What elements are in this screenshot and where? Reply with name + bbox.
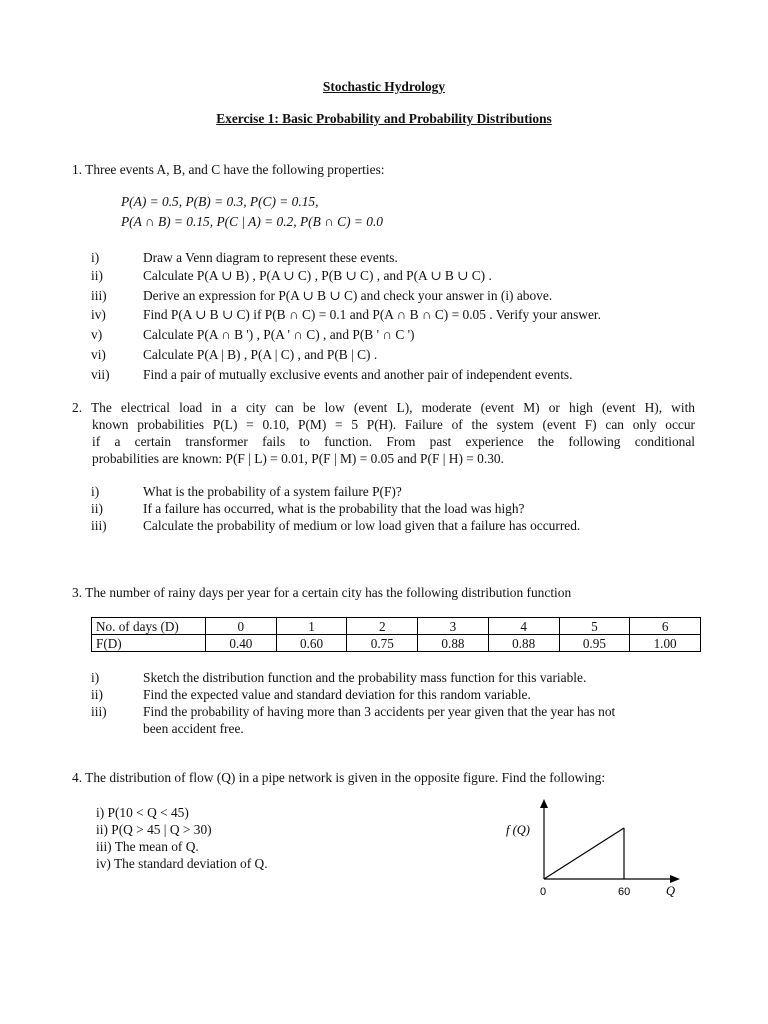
table-cell: 5: [559, 618, 630, 635]
table-cell: 0.95: [559, 635, 630, 652]
figure-xlabel: Q: [666, 884, 676, 898]
q2-line: known probabilities P(L) = 0.10, P(M) = 5 P(H). Failure of the system (event F) can only occur: [92, 417, 695, 432]
density-slope-line: [544, 828, 624, 879]
y-axis-arrow-icon: [540, 799, 548, 808]
table-cell: 2: [347, 618, 418, 635]
q3-item-text: Find the probability of having more than 3 accidents per year given that the year has not: [143, 704, 616, 719]
q1-item-text: Find a pair of mutually exclusive events and another pair of independent events.: [143, 367, 573, 382]
table-cell: 0.60: [276, 635, 347, 652]
q1-item-num: ii): [91, 268, 103, 283]
x-axis-arrow-icon: [670, 875, 680, 883]
q1-eq2: P(A ∩ B) = 0.15, P(C | A) = 0.2, P(B ∩ C) = 0.0: [121, 214, 383, 229]
table-cell: 0.75: [347, 635, 418, 652]
q1-item-num: i): [91, 250, 100, 265]
q1-item-num: vi): [91, 347, 106, 362]
q4-item: ii) P(Q > 45 | Q > 30): [96, 822, 212, 837]
q4-item: i) P(10 < Q < 45): [96, 805, 189, 820]
q4-item: iv) The standard deviation of Q.: [96, 856, 268, 871]
q2-line: if a certain transformer fails to function. From past experience the following conditional: [92, 434, 695, 449]
q3-item-num: i): [91, 670, 100, 685]
figure-ylabel: f (Q): [506, 823, 530, 837]
table-cell: 1: [276, 618, 347, 635]
q3-item-text: Sketch the distribution function and the probability mass function for this variable.: [143, 670, 587, 685]
doc-subtitle: Exercise 1: Basic Probability and Probability Distributions: [216, 111, 552, 126]
q3-intro: 3. The number of rainy days per year for a certain city has the following distribution function: [72, 585, 572, 600]
q1-intro: 1. Three events A, B, and C have the following properties:: [72, 162, 385, 177]
q3-item-text: Find the expected value and standard deviation for this random variable.: [143, 687, 531, 702]
q1-item-num: iv): [91, 307, 106, 322]
table-cell: 3: [418, 618, 489, 635]
table-cell: 4: [488, 618, 559, 635]
q4-intro: 4. The distribution of flow (Q) in a pipe network is given in the opposite figure. Find the following:: [72, 770, 606, 785]
q2-item-num: i): [91, 484, 100, 499]
q2-item-text: If a failure has occurred, what is the probability that the load was high?: [143, 501, 525, 516]
q2-item-num: ii): [91, 501, 103, 516]
q1-item-text: Calculate P(A | B) , P(A | C) , and P(B | C) .: [143, 347, 378, 362]
q2-line: 2. The electrical load in a city can be low (event L), moderate (event M) or high (event H), with: [72, 400, 695, 415]
table-cell: 1.00: [630, 635, 701, 652]
table-header-days: No. of days (D): [92, 618, 206, 635]
q3-item-text-cont: been accident free.: [143, 721, 244, 736]
q1-item-text: Calculate P(A ∩ B ') , P(A ' ∩ C) , and P(B ' ∩ C '): [143, 327, 415, 342]
q1-item-text: Derive an expression for P(A ∪ B ∪ C) and check your answer in (i) above.: [143, 288, 553, 303]
table-header-F: F(D): [92, 635, 206, 652]
table-row: [92, 635, 701, 652]
q2-item-text: Calculate the probability of medium or low load given that a failure has occurred.: [143, 518, 581, 533]
table-cell: 0: [206, 618, 277, 635]
doc-title: Stochastic Hydrology: [322, 79, 446, 94]
q1-item-text: Find P(A ∪ B ∪ C) if P(B ∩ C) = 0.1 and P(A ∩ B ∩ C) = 0.05 . Verify your answer.: [143, 307, 601, 322]
q1-item-num: v): [91, 327, 103, 342]
q4-item: iii) The mean of Q.: [96, 839, 199, 854]
q2-line: probabilities are known: P(F | L) = 0.01, P(F | M) = 0.05 and P(F | H) = 0.30.: [92, 451, 504, 466]
figure-x60-label: 60: [618, 886, 631, 898]
q1-eq1: P(A) = 0.5, P(B) = 0.3, P(C) = 0.15,: [121, 194, 319, 209]
q1-item-text: Draw a Venn diagram to represent these events.: [143, 250, 398, 265]
table-cell: 0.88: [488, 635, 559, 652]
table-cell: 6: [630, 618, 701, 635]
q1-item-num: iii): [91, 288, 107, 303]
distribution-table: [91, 617, 701, 652]
table-row: [92, 618, 701, 635]
q3-item-num: ii): [91, 687, 103, 702]
flow-distribution-figure: [490, 795, 730, 915]
figure-x0-label: 0: [540, 886, 547, 898]
q1-item-text: Calculate P(A ∪ B) , P(A ∪ C) , P(B ∪ C) , and P(A ∪ B ∪ C) .: [143, 268, 492, 283]
table-cell: 0.40: [206, 635, 277, 652]
q1-item-num: vii): [91, 367, 110, 382]
q2-item-num: iii): [91, 518, 107, 533]
table-cell: 0.88: [418, 635, 489, 652]
q2-item-text: What is the probability of a system failure P(F)?: [143, 484, 402, 499]
q3-item-num: iii): [91, 704, 107, 719]
